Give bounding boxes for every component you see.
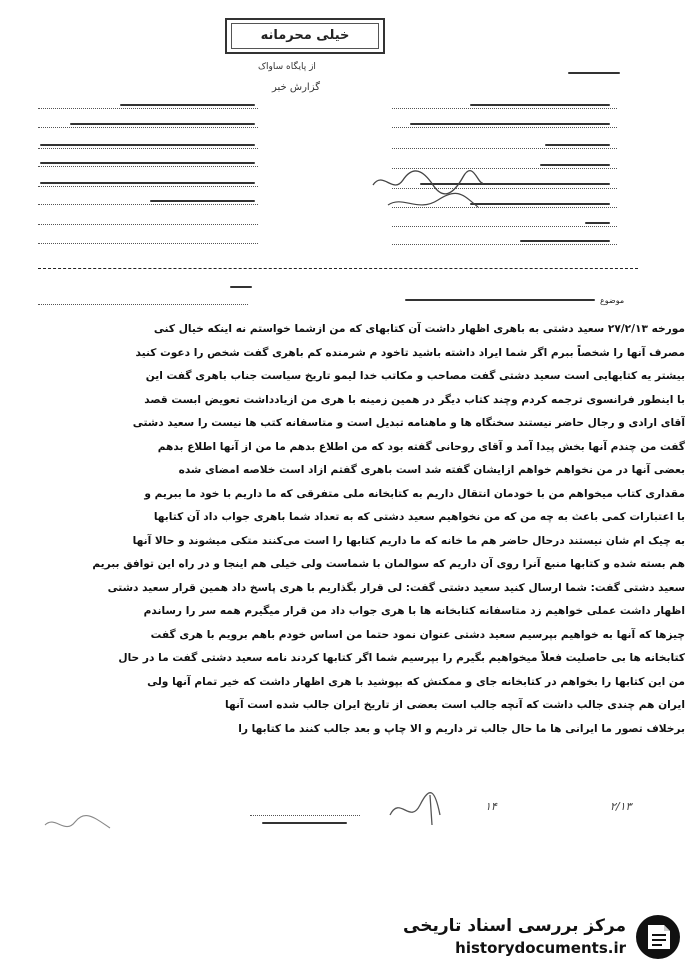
body-line: به چیک ام شان نیستند درحال حاضر هم ما خانه که ما داریم کتابها را است می‌کنند متکی میشوند و حالا آنها bbox=[132, 534, 685, 547]
footer-mark bbox=[262, 822, 347, 824]
subject-left-line bbox=[38, 304, 248, 305]
subject-value-mark bbox=[405, 299, 595, 301]
body-line: مقداری کتاب میخواهم من با خودمان انتقال داریم به کتابخانه ملی متفرقی که ما داریم با خود ما ببریم و bbox=[144, 487, 685, 500]
section-divider bbox=[38, 268, 638, 269]
body-line: با اعتبارات کمی باعث به چه من که من نخواهیم سعید دشتی که به تعداد شما باهری جواب داد آن کتابها bbox=[153, 511, 685, 523]
body-line: مصرف آنها را شخصاً ببرم اگر شما ایراد داشته باشید تاخود م شرمنده کم باهری گفت شخص را دعوت کنید bbox=[135, 346, 685, 359]
body-line: برخلاف تصور ما ایرانی ها ما حال جالب تر داریم و الا چاپ و بعد جالب کنند ما کتابها را bbox=[238, 722, 685, 735]
margin-mark bbox=[230, 286, 252, 288]
body-line: چیزها که آنها به خواهیم بپرسیم سعید دشتی عنوان نمود حتما من اساس خودم باهم برویم با هری گفت bbox=[150, 628, 685, 641]
body-line: بیشتر یه کتابهایی است سعید دشتی گفت مصاحب و مکاتب خدا لیمو تاریخ سیاست جناب باهری گفت این bbox=[145, 370, 685, 382]
body-line: با اینطور فرانسوی ترجمه کردم وچند کتاب دیگر در همین زمینه با هری من ازیادداشت تعویض ابست قصد bbox=[144, 393, 685, 406]
footer-line bbox=[250, 815, 360, 816]
body-line: من این کتابها را بخواهم در کتابخانه جای و ممکنش که بپوشید با هری اظهار داشت که خیر تمام آنها ولی bbox=[147, 675, 685, 688]
watermark-title: مرکز بررسی اسناد تاریخی bbox=[403, 916, 626, 936]
body-line: هم بسته شده و کتابها منبع آنرا روی آن داریم که سوالمان با شماست ولی خیلی هم اینجا و در راه این توافق ببریم bbox=[92, 558, 685, 570]
classification-stamp bbox=[225, 18, 385, 54]
body-line: بعضی آنها در من نخواهم خواهم ازایشان گفته شد است باهری گفتم ازاد است خلاصه امضای شده bbox=[178, 464, 685, 476]
watermark-url: historydocuments.ir bbox=[455, 939, 626, 957]
body-line: آقای ارادی و رجال حاضر نیستند سخنگاه ها و ماهنامه تبدیل است و متاسفانه کتب ها نیست را سعید دشتی bbox=[132, 417, 685, 429]
signature-number: ۱۴ bbox=[485, 800, 497, 813]
signature-scribble bbox=[380, 785, 460, 835]
report-body bbox=[35, 318, 685, 741]
body-line: مورخه ۲۷/۲/۱۳ سعید دشتی به باهری اظهار داشت آن کتابهای که من ازشما خواستم نه اینکه خیال کنی bbox=[153, 323, 685, 335]
body-line: گفت من چندم آنها بخش پیدا آمد و آقای روحانی گفته بود که من اطلاع بدهم ما من از آنها اطلاع بدهم bbox=[157, 440, 685, 453]
archive-logo-icon bbox=[634, 913, 682, 961]
body-line: اظهار داشت عملی خواهیم زد متاسفانه کتابخانه ها با هری جواب داد من قرار میگیرم همه سر را رساندم bbox=[143, 605, 685, 617]
body-line: ایران هم چندی جالب داشت که آنچه جالب است بعضی از تاریخ ایران جالب شده است آنها bbox=[225, 699, 685, 711]
margin-note-scribble bbox=[40, 810, 120, 840]
signature-date: ۲/۱۳ bbox=[610, 800, 632, 813]
header-line-2: گزارش خبر bbox=[272, 82, 320, 93]
stamp-text: خیلی محرمانه bbox=[231, 23, 379, 49]
body-line: سعید دشتی گفت: شما ارسال کنید سعید دشتی گفت: لی قرار بگذاریم با هری پاسخ داد همین قرار سعید دشتی bbox=[107, 581, 685, 594]
subject-label: موضوع bbox=[600, 296, 625, 305]
body-line: کتابخانه ها بی حاصلیت فعلاً میخواهیم بگیرم را بپرسیم شما اگر کتابها کردند نامه سعید دشتی گفت ما در حال bbox=[118, 652, 685, 664]
reference-mark bbox=[568, 72, 620, 74]
watermark bbox=[382, 909, 682, 965]
handwritten-note bbox=[368, 165, 488, 220]
header-line-1: از پایگاه ساواک bbox=[258, 62, 316, 72]
